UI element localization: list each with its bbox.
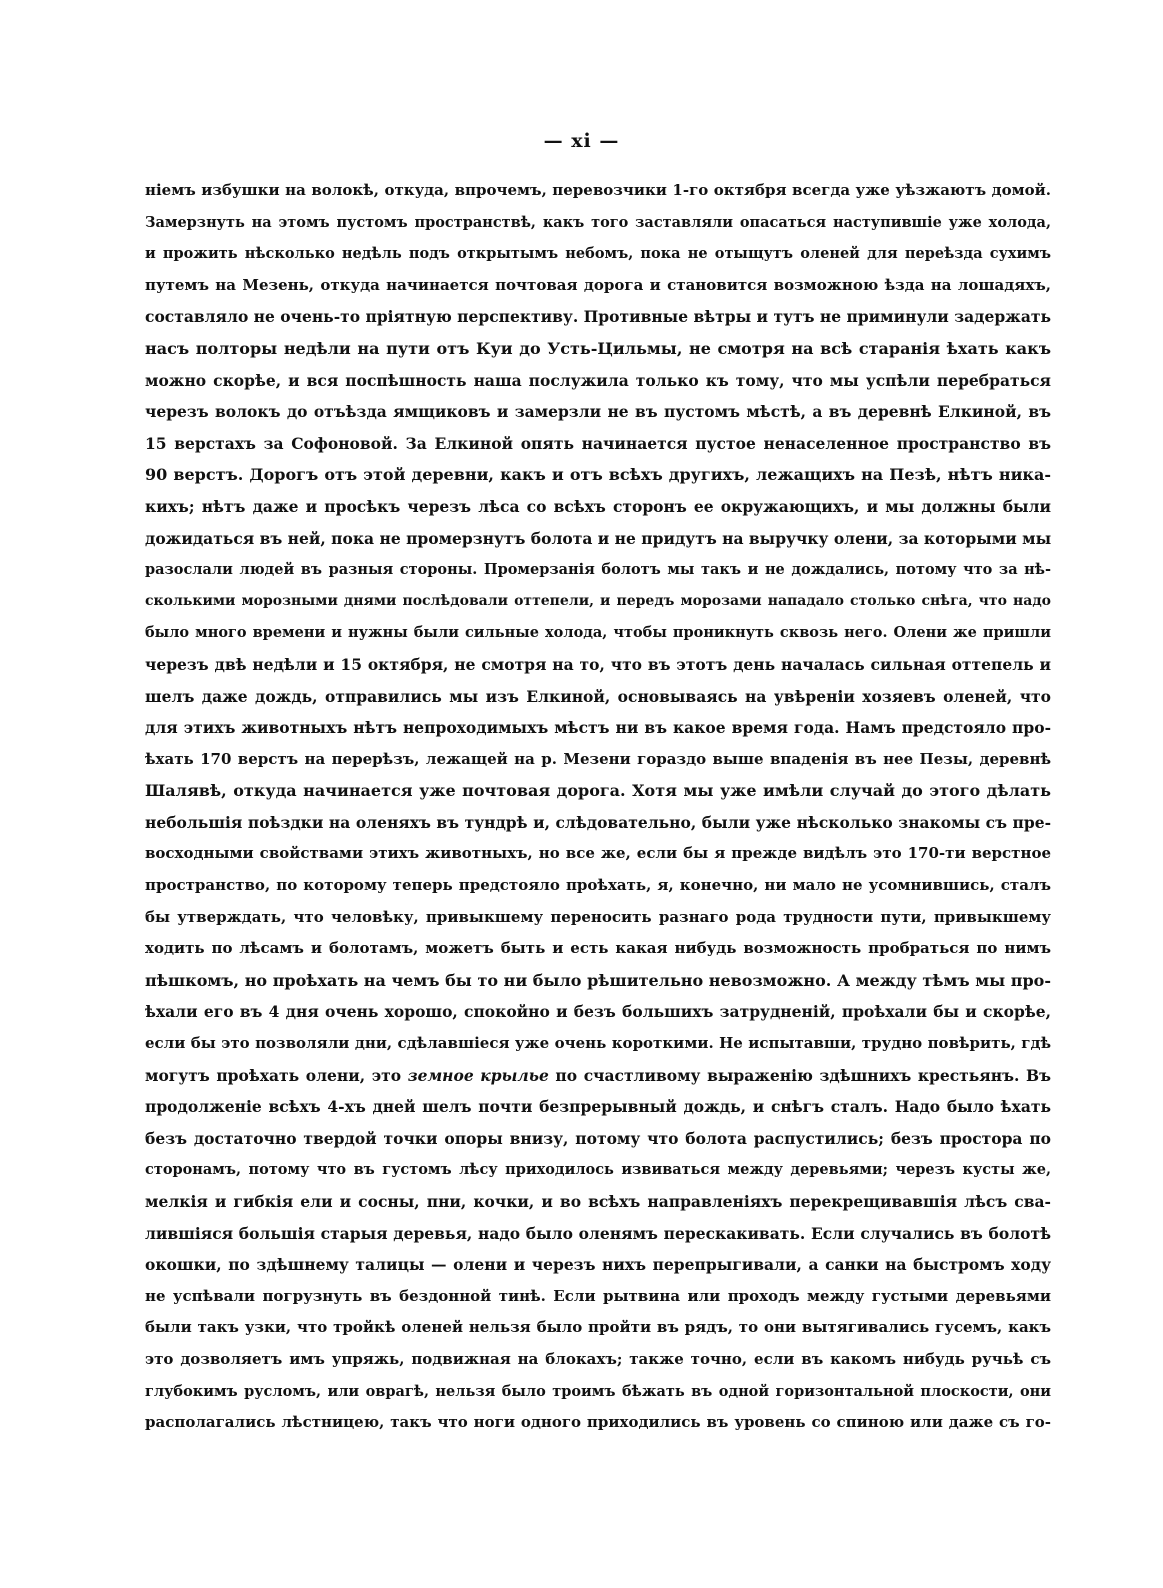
text-line: пространство, по которому теперь предстояло проѣхать, я, конечно, ни мало не усомнившись, сталъ [145, 876, 1051, 895]
text-line: окошки, по здѣшнему талицы — олени и черезъ нихъ перепрыгивали, а санки на быстромъ ходу [145, 1255, 1051, 1275]
text-line: лившіяся большія старыя деревья, надо было оленямъ перескакивать. Если случались въ болотѣ [145, 1223, 1051, 1243]
text-line: безъ достаточно твердой точки опоры внизу, потому что болота распустились; безъ простора по [145, 1128, 1051, 1148]
text-line: небольшія поѣздки на оленяхъ въ тундрѣ и, слѣдовательно, были уже нѣсколько знакомы съ пре- [145, 812, 1051, 832]
page-number: — xi — [543, 130, 620, 152]
text-line: если бы это позволяли дни, сдѣлавшіеся уже очень короткими. Не испытавши, трудно повѣрить, гдѣ [145, 1034, 1051, 1053]
text-line: это дозволяетъ имъ упряжь, подвижная на блокахъ; также точно, если въ какомъ нибудь ручьѣ съ [145, 1349, 1051, 1368]
text-line: 90 верстъ. Дорогъ отъ этой деревни, какъ и отъ всѣхъ другихъ, лежащихъ на Пезѣ, нѣтъ ника- [145, 465, 1051, 485]
text-line: кихъ; нѣтъ даже и просѣкъ черезъ лѣса со всѣхъ сторонъ ее окружающихъ, и мы должны были [145, 496, 1051, 516]
text-line: были такъ узки, что тройкѣ оленей нельзя было пройти въ рядъ, то они вытягивались гусемъ, какъ [145, 1318, 1051, 1337]
text-segment: могутъ проѣхать олени, это [145, 1065, 408, 1085]
text-line: ходить по лѣсамъ и болотамъ, можетъ быть и есть какая нибудь возможность пробраться по нимъ [145, 939, 1051, 958]
text-line: и прожить нѣсколько недѣль подъ открытымъ небомъ, пока не отыщутъ оленей для переѣзда сухимъ [145, 245, 1051, 263]
text-line: бы утверждать, что человѣку, привыкшему переносить разнаго рода трудности пути, привыкшему [145, 907, 1051, 926]
text-line: располагались лѣстницею, такъ что ноги одного приходились въ уровень со спиною или даже съ го- [145, 1413, 1051, 1432]
text-line: сторонамъ, потому что въ густомъ лѣсу приходилось извиваться между деревьями; черезъ кусты же, [145, 1161, 1051, 1179]
text-line: ніемъ избушки на волокѣ, откуда, впрочемъ, перевозчики 1-го октября всегда уже уѣзжаютъ домой. [145, 181, 1051, 199]
text-line: Шалявѣ, откуда начинается уже почтовая дорога. Хотя мы уже имѣли случай до этого дѣлать [145, 781, 1051, 801]
text-line: черезъ волокъ до отъѣзда ямщиковъ и замерзли не въ пустомъ мѣстѣ, а въ деревнѣ Елкиной, въ [145, 402, 1051, 422]
text-line: составляло не очень-то пріятную перспективу. Противные вѣтры и тутъ не приминули задержать [145, 307, 1051, 327]
text-line: не успѣвали погрузнуть въ бездонной тинѣ. Если рытвина или проходъ между густыми деревьями [145, 1286, 1051, 1305]
text-segment: по счастливому выраженію здѣшнихъ крестьянъ. Въ [548, 1065, 1051, 1085]
text-line: ѣхали его въ 4 дня очень хорошо, спокойно и безъ большихъ затрудненій, проѣхали бы и скорѣе, [145, 1002, 1051, 1022]
text-line: пѣшкомъ, но проѣхать на чемъ бы то ни было рѣшительно невозможно. А между тѣмъ мы про- [145, 970, 1051, 990]
text-line: черезъ двѣ недѣли и 15 октября, не смотря на то, что въ этотъ день началась сильная оттепель и [145, 654, 1051, 674]
text-line: путемъ на Мезень, откуда начинается почтовая дорога и становится возможною ѣзда на лошадяхъ, [145, 275, 1051, 294]
text-line: сколькими морозными днями послѣдовали оттепели, и передъ морозами нападало столько снѣга, что надо [145, 592, 1051, 609]
text-line: для этихъ животныхъ нѣтъ непроходимыхъ мѣстъ ни въ какое время года. Намъ предстояло про- [145, 718, 1051, 738]
text-line: глубокимъ русломъ, или оврагѣ, нельзя было троимъ бѣжать въ одной горизонтальной плоскости, они [145, 1382, 1051, 1400]
text-line-with-italic [145, 1060, 1051, 1092]
text-line: шелъ даже дождь, отправились мы изъ Елкиной, основываясь на увѣреніи хозяевъ оленей, что [145, 686, 1051, 706]
italic-phrase: земное крылье [407, 1065, 549, 1085]
text-line: ѣхать 170 верстъ на перерѣзъ, лежащей на р. Мезени гораздо выше впаденія въ нее Пезы, деревнѣ [145, 749, 1051, 768]
text-line: разослали людей въ разныя стороны. Промерзанія болотъ мы такъ и не дождались, потому что за нѣ- [145, 561, 1051, 579]
text-line: можно скорѣе, и вся поспѣшность наша послужила только къ тому, что мы успѣли перебраться [145, 370, 1051, 390]
body-text [145, 175, 1051, 1439]
text-line: продолженіе всѣхъ 4-хъ дней шелъ почти безпрерывный дождь, и снѣгъ сталъ. Надо было ѣхать [145, 1097, 1051, 1117]
text-line: дожидаться въ ней, пока не промерзнутъ болота и не придутъ на выручку олени, за которыми мы [145, 528, 1051, 548]
text-line: восходными свойствами этихъ животныхъ, но все же, если бы я прежде видѣлъ это 170-ти верстное [145, 844, 1051, 863]
text-line: Замерзнуть на этомъ пустомъ пространствѣ, какъ того заставляли опасаться наступившіе уже холода, [145, 213, 1051, 231]
text-line: 15 верстахъ за Софоновой. За Елкиной опять начинается пустое ненаселенное пространство въ [145, 433, 1051, 453]
text-line: насъ полторы недѣли на пути отъ Куи до Усть-Цильмы, не смотря на всѣ старанія ѣхать какъ [145, 338, 1051, 358]
text-line: было много времени и нужны были сильные холода, чтобы проникнуть сквозь него. Олени же пришли [145, 624, 1051, 642]
text-line: мелкія и гибкія ели и сосны, пни, кочки, и во всѣхъ направленіяхъ перекрещивавшія лѣсъ сва- [145, 1192, 1051, 1211]
